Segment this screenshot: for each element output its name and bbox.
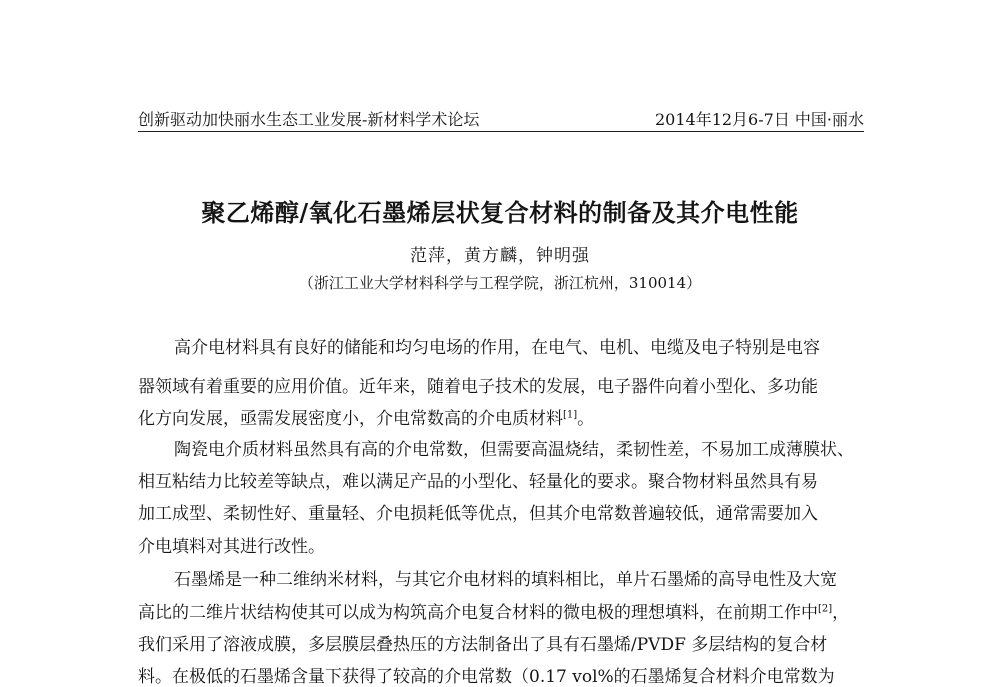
- conference-name: 创新驱动加快丽水生态工业发展-新材料学术论坛: [138, 110, 480, 129]
- paragraph-1-line-3: 化方向发展，亟需发展密度小，介电常数高的介电质材料[1]。: [138, 409, 595, 429]
- paragraph-3-line-3: 我们采用了溶液成膜，多层膜层叠热压的方法制备出了具有石墨烯/PVDF 多层结构的复合材: [138, 635, 828, 655]
- paragraph-3-line-4: 料。在极低的石墨烯含量下获得了较高的介电常数（0.17 vol%的石墨烯复合材料介电常数为: [138, 667, 835, 687]
- paragraph-1-line-2: 器领域有着重要的应用价值。近年来，随着电子技术的发展，电子器件向着小型化、多功能: [138, 377, 818, 397]
- paragraph-3-line-2: 高比的二维片状结构使其可以成为构筑高介电复合材料的微电极的理想填料，在前期工作中[2]，: [138, 603, 850, 623]
- affiliation: （浙江工业大学材料科学与工程学院，浙江杭州，310014）: [298, 274, 702, 292]
- authors: 范萍，黄方麟，钟明强: [410, 246, 590, 266]
- paragraph-3-line-1: 石墨烯是一种二维纳米材料，与其它介电材料的填料相比，单片石墨烯的高导电性及大宽: [174, 570, 837, 590]
- paragraph-1-line-1: 高介电材料具有良好的储能和均匀电场的作用，在电气、电机、电缆及电子特别是电容: [174, 338, 820, 358]
- paper-title: 聚乙烯醇/氧化石墨烯层状复合材料的制备及其介电性能: [201, 198, 799, 227]
- running-header: [138, 105, 864, 132]
- conference-date-location: 2014年12月6-7日 中国·丽水: [654, 110, 864, 129]
- citation-2: [2]: [818, 603, 833, 615]
- paragraph-2-line-3: 加工成型、柔韧性好、重量轻、介电损耗低等优点，但其介电常数普遍较低，通常需要加入: [138, 504, 818, 524]
- paragraph-2-line-4: 介电填料对其进行改性。: [138, 537, 325, 557]
- paragraph-2-line-2: 相互粘结力比较差等缺点，难以满足产品的小型化、轻量化的要求。聚合物材料虽然具有易: [138, 472, 818, 492]
- paragraph-2-line-1: 陶瓷电介质材料虽然具有高的介电常数，但需要高温烧结，柔韧性差，不易加工成薄膜状、: [174, 440, 854, 460]
- citation-1: [1]: [563, 409, 578, 421]
